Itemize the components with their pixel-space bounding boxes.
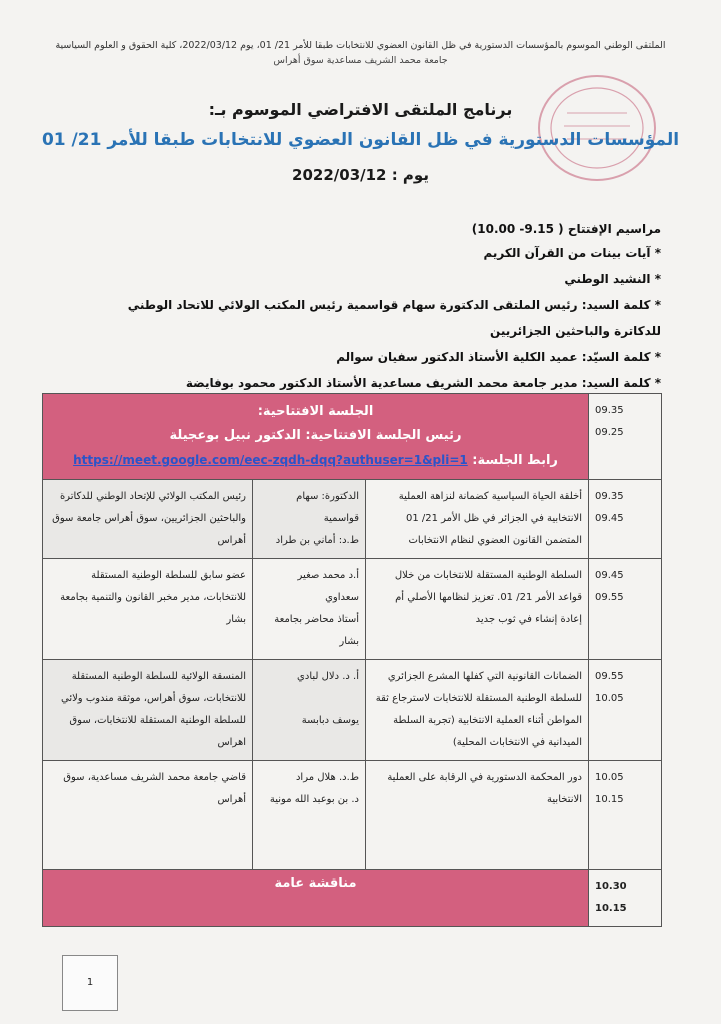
session-title: الجلسة الافتتاحية:: [257, 404, 374, 419]
program-title: برنامج الملتقى الافتراضي الموسوم بـ:: [208, 100, 513, 119]
page-header: [40, 38, 681, 68]
closing-row: [43, 870, 662, 927]
opening-item: * كلمة السيد: مدير جامعة محمد الشريف مساعدية الأستاذ الدكتور محمود بوفايضة: [110, 370, 661, 396]
session-header: [43, 394, 589, 480]
session-time: 09.35 09.25: [589, 394, 662, 480]
table-row: [43, 761, 662, 870]
row-speakers: أ. د. دلال لبادي يوسف دبابسة: [253, 660, 366, 761]
forum-theme: المؤسسات الدستورية في ظل القانون العضوي للانتخابات طبقا للأمر 21/ 01: [41, 130, 680, 150]
program-table: [42, 393, 662, 927]
row-speakers: الدكتورة: سهام قواسمية ط.د: أماني بن طراد: [253, 480, 366, 559]
page-number: 1: [62, 955, 118, 1011]
row-time: 10.05 10.15: [589, 761, 662, 870]
session-link[interactable]: https://meet.google.com/eec-zqdh-dqq?authuser=1&pli=1: [73, 453, 468, 467]
session-row: [43, 394, 662, 480]
table-row: [43, 480, 662, 559]
row-speakers: ط.د. هلال مراد د. بن بوعبد الله مونية: [253, 761, 366, 870]
opening-item: * كلمة السيد: رئيس الملتقى الدكتورة سهام قواسمية رئيس المكتب الولائي للاتحاد الوطني للدكاترة والباحثين الجزائريين: [110, 292, 661, 344]
row-affiliation: قاضي جامعة محمد الشريف مساعدية، سوق أهراس: [43, 761, 253, 870]
session-link-label: رابط الجلسة:: [472, 453, 558, 468]
row-topic: دور المحكمة الدستورية في الرقابة على العملية الانتخابية: [366, 761, 589, 870]
table-row: [43, 559, 662, 660]
row-topic: السلطة الوطنية المستقلة للانتخابات من خلال قواعد الأمر 21/ 01. تعزيز لنظامها الأصلي أم إعادة إنشاء في ثوب جديد: [366, 559, 589, 660]
closing-label: مناقشة عامة: [43, 870, 589, 927]
closing-time: 10.30 10.15: [589, 870, 662, 927]
forum-date: يوم : 2022/03/12: [292, 166, 429, 184]
row-topic: أخلقة الحياة السياسية كضمانة لنزاهة العملية الانتخابية في الجزائر في ظل الأمر 21/ 01 المتضمن القانون العضوي لنظام الانتخابات: [366, 480, 589, 559]
opening-item: * آيات بينات من القرآن الكريم: [110, 240, 661, 266]
opening-ceremony: [110, 218, 661, 396]
row-time: 09.35 09.45: [589, 480, 662, 559]
row-affiliation: المنسقة الولائية للسلطة الوطنية المستقلة للانتخابات، سوق أهراس، موثقة مندوب ولائي للسلطة الوطنية المستقلة للانتخابات، سوق اهراس: [43, 660, 253, 761]
header-line-1: الملتقى الوطني الموسوم بالمؤسسات الدستورية في ظل القانون العضوي للانتخابات طبقا للأمر 21/ 01، يوم 2022/03/12، كلية الحقوق و العلوم السياسية: [55, 40, 666, 51]
row-topic: الضمانات القانونية التي كفلها المشرع الجزائري للسلطة الوطنية المستقلة للانتخابات لاسترجاع ثقة المواطن أثناء العملية الانتخابية (تجربة السلطة الميدانية في الانتخابات المحلية): [366, 660, 589, 761]
row-affiliation: رئيس المكتب الولائي للإتحاد الوطني للدكاترة والباحثين الجزائريين، سوق أهراس جامعة سوق أهراس: [43, 480, 253, 559]
opening-heading: مراسيم الإفتتاح ( 9.15- 10.00): [471, 222, 661, 236]
row-affiliation: عضو سابق للسلطة الوطنية المستقلة للانتخابات، مدير مخبر القانون والتنمية بجامعة بشار: [43, 559, 253, 660]
opening-item: * النشيد الوطني: [110, 266, 661, 292]
session-chair: رئيس الجلسة الافتتاحية: الدكتور نبيل بوعجيلة: [169, 428, 462, 443]
row-time: 09.45 09.55: [589, 559, 662, 660]
header-line-2: جامعة محمد الشريف مساعدية سوق أهراس: [273, 55, 448, 66]
opening-item: * كلمة السيّد: عميد الكلية الأستاذ الدكتور سفيان سوالم: [110, 344, 661, 370]
table-row: [43, 660, 662, 761]
row-time: 09.55 10.05: [589, 660, 662, 761]
row-speakers: أ.د محمد صغير سعداوي أستاذ محاضر بجامعة بشار: [253, 559, 366, 660]
